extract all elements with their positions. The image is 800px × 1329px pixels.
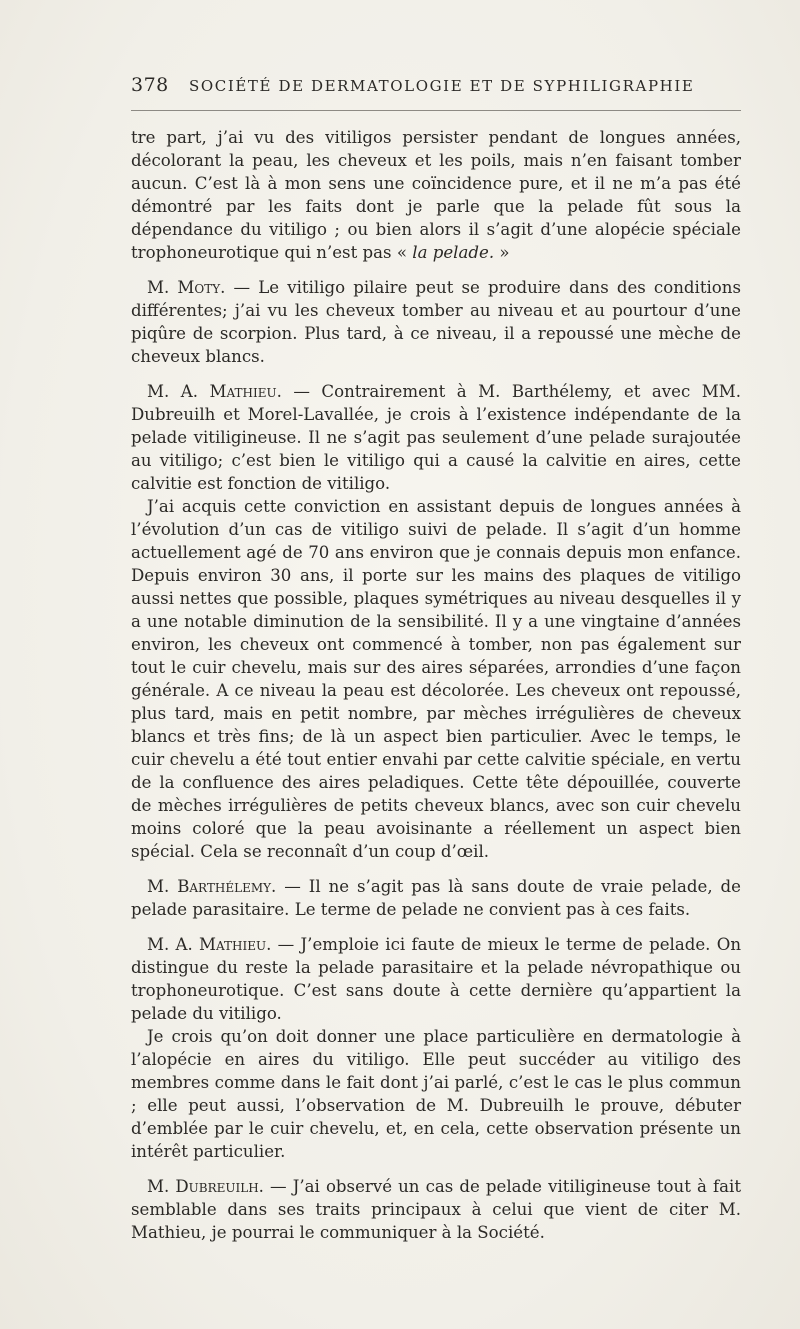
paragraph-continuation: tre part, j’ai vu des vitiligos persister pendant de longues années, décolorant la peau, les cheveux et les poils, mais n’en faisant tomber aucun. C’est là à mon sens une coïncidence pure, et il ne m’a pas été démontré par les faits dont je parle que la pelade fût sous la dépendance du vitiligo ; ou bien alors il s’agit d’une alopécie spéciale trophoneurotique qui n’est pas « la pelade. » [131, 128, 741, 262]
speaker-name: M. Dubreuilh. [147, 1177, 264, 1196]
paragraph-moty: M. Moty. — Le vitiligo pilaire peut se produire dans des conditions différentes; j’ai vu les cheveux tomber au niveau et au pourtour d’une piqûre de scorpion. Plus tard, à ce niveau, il a repoussé une mèche de cheveux blancs. [131, 278, 741, 366]
speaker-name: M. A. Mathieu. [147, 382, 282, 401]
speaker-name: M. Barthélemy. [147, 877, 277, 896]
paragraph-mathieu-2: J’ai acquis cette conviction en assistant depuis de longues années à l’évolution d’un cas de vitiligo suivi de pelade. Il s’agit d’un homme actuellement agé de 70 ans environ que je connais depuis mon enfance. Depuis environ 30 ans, il porte sur les mains des plaques de vitiligo aussi nettes que possible, plaques symétriques au niveau desquelles il y a une notable diminution de la sensibilité. Il y a une vingtaine d’années environ, les cheveux ont commencé à tomber, non pas également sur tout le cuir chevelu, mais sur des aires séparées, arrondies d’une façon générale. A ce niveau la peau est décolorée. Les cheveux ont repoussé, plus tard, mais en petit nombre, par mèches irrégulières de cheveux blancs et très fins; de là un aspect bien particulier. Avec le temps, le cuir chevelu a été tout entier envahi par cette calvitie spéciale, en vertu de la confluence des aires peladiques. Cette tête dépouillée, couverte de mèches irrégulières de petits cheveux blancs, avec son cuir chevelu moins coloré que la peau avoisinante a réellement un aspect bien spécial. Cela se reconnaît d’un coup d’œil. [131, 497, 741, 861]
paragraph-mathieu-3: M. A. Mathieu. — J’emploie ici faute de mieux le terme de pelade. On distingue du reste la pelade parasitaire et la pelade névropathique ou trophoneurotique. C’est sans doute à cette dernière qu’appartient la pelade du vitiligo. [131, 935, 742, 1023]
speaker-name: M. Moty. [147, 278, 226, 297]
paragraph-mathieu-1: M. A. Mathieu. — Contrairement à M. Barthélemy, et avec MM. Dubreuilh et Morel-Lavallée, je crois à l’existence indépendante de la pelade vitiligineuse. Il ne s’agit pas seulement d’une pelade surajoutée au vitiligo; c’est bien le vitiligo qui a causé la calvitie en aires, cette calvitie est fonction de vitiligo. [131, 382, 741, 493]
paragraph-dubreuilh: M. Dubreuilh. — J’ai observé un cas de pelade vitiligineuse tout à fait semblable dans ses traits principaux à celui que vient de citer M. Mathieu, je pourrai le communiquer à la Société. [131, 1177, 741, 1242]
paragraph-barthelemy: M. Barthélemy. — Il ne s’agit pas là sans doute de vraie pelade, de pelade parasitaire. Le terme de pelade ne convient pas à ces faits. [131, 877, 741, 919]
running-title: SOCIÉTÉ DE DERMATOLOGIE ET DE SYPHILIGRAPHIE [189, 77, 695, 95]
header-rule [131, 110, 741, 111]
page-number: 378 [131, 74, 169, 96]
paragraph-mathieu-4: Je crois qu’on doit donner une place particulière en dermatologie à l’alopécie en aires du vitiligo. Elle peut succéder au vitiligo des membres comme dans le fait dont j’ai parlé, c’est le cas le plus commun ; elle peut aussi, l’observation de M. Dubreuilh le prouve, débuter d’emblée par le cuir chevelu, et, en cela, cette observation présente un intérêt particulier. [131, 1027, 741, 1161]
page-header [131, 74, 741, 102]
body-text [131, 126, 741, 1244]
speaker-name: M. A. Mathieu. [147, 935, 272, 954]
